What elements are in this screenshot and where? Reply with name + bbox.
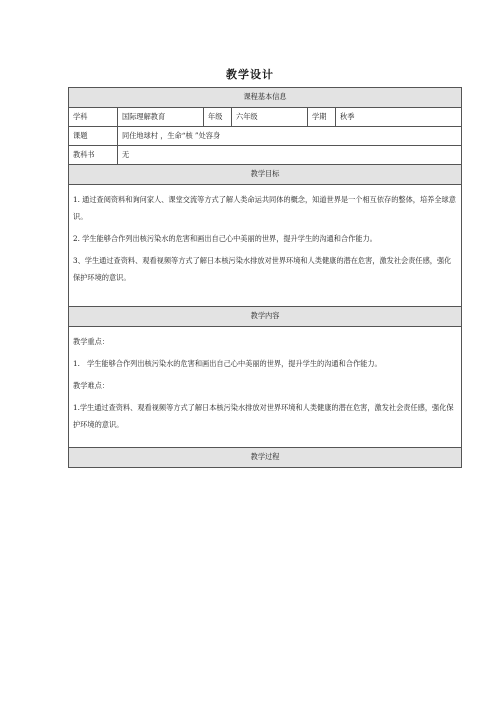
textbook-value: 无 [118, 146, 462, 165]
term-label: 学期 [308, 108, 336, 127]
key-point-text: 1. 学生能够合作列出核污染水的危害和画出自己心中美丽的世界，提升学生的沟通和合作能力。 [73, 359, 382, 368]
term-value: 秋季 [336, 108, 462, 127]
goals-body [69, 185, 462, 307]
goals-header: 教学目标 [69, 165, 462, 185]
grade-label: 年级 [204, 108, 232, 127]
basic-info-header: 课程基本信息 [69, 88, 462, 108]
grade-value: 六年级 [232, 108, 308, 127]
goal-item: 3、学生通过查资料、观看视频等方式了解日本核污染水排放对世界环境和人类健康的潜在危害，激发社会责任感，强化保护环境的意识。 [73, 256, 452, 282]
subject-label: 学科 [69, 108, 118, 127]
topic-value: 同住地球村 ，生命“核 ”处容身 [118, 127, 462, 146]
textbook-label: 教科书 [69, 146, 118, 165]
subject-row [69, 108, 462, 127]
subject-value: 国际理解教育 [118, 108, 204, 127]
goal-item: 1. 通过查阅资料和询问家人、课堂交流等方式了解人类命运共同体的概念，知道世界是一个相互依存的整体，培养全球意识。 [73, 195, 456, 221]
content-body [69, 327, 462, 448]
content-header: 教学内容 [69, 307, 462, 327]
goal-item: 2. 学生能够合作列出核污染水的危害和画出自己心中美丽的世界，提升学生的沟通和合作能力。 [73, 234, 377, 243]
process-header: 教学过程 [69, 448, 462, 468]
topic-label: 课题 [69, 127, 118, 146]
key-point-label: 教学重点： [73, 337, 109, 346]
textbook-row [69, 146, 462, 165]
lesson-plan-table [68, 87, 462, 468]
document-title: 教学设计 [226, 68, 274, 81]
difficult-point-label: 教学难点： [73, 381, 109, 390]
topic-row [69, 127, 462, 146]
difficult-point-text: 1.学生通过查资料、观看视频等方式了解日本核污染水排放对世界环境和人类健康的潜在危害，激发社会责任感，强化保护环境的意识。 [73, 403, 454, 429]
